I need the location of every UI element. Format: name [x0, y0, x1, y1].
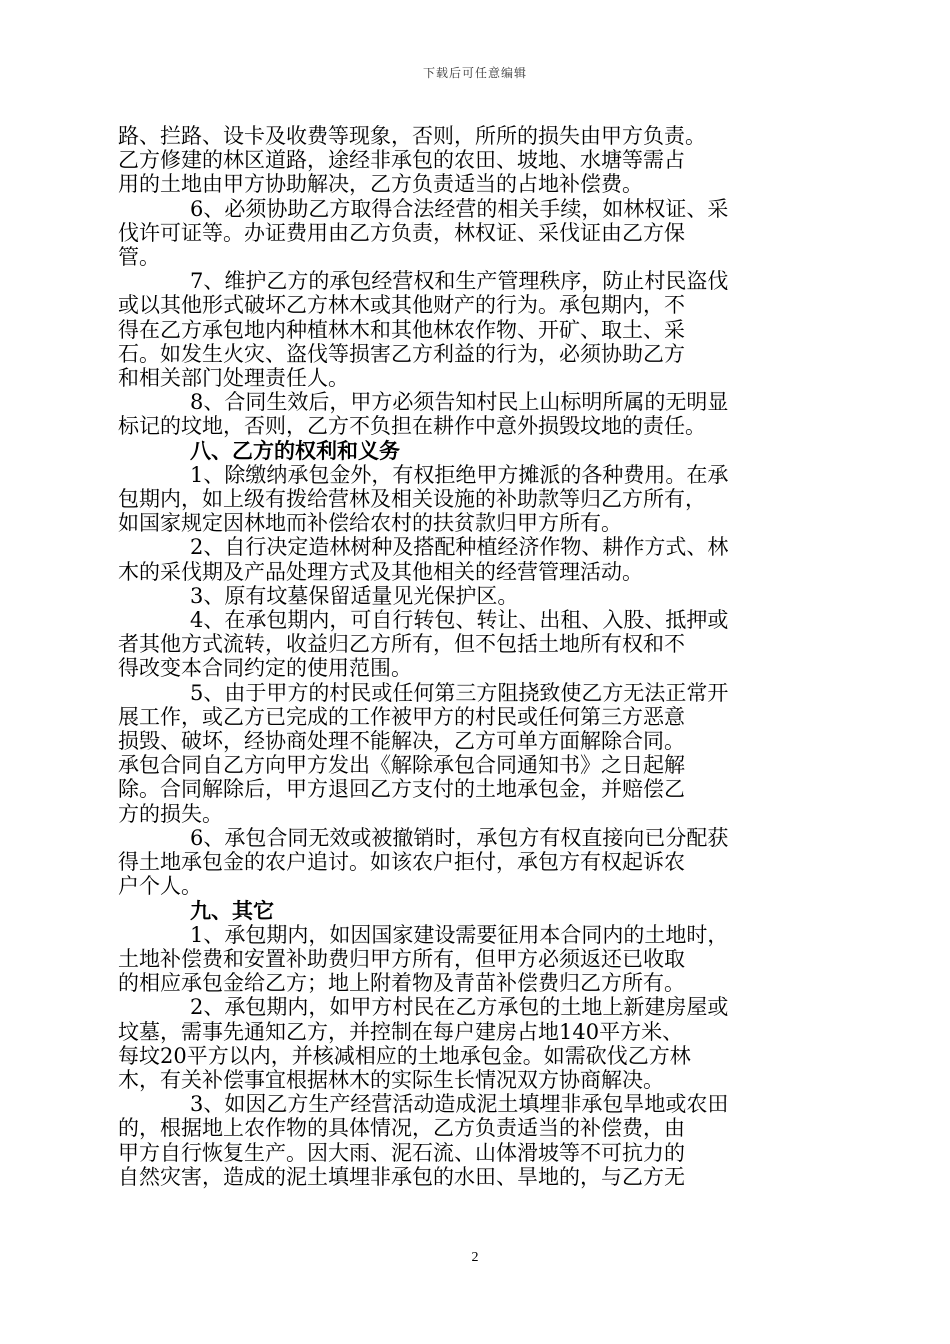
- text-line: 坟墓，需事先通知乙方，并控制在每户建房占地140平方米、: [118, 1019, 684, 1044]
- text-line: 甲方自行恢复生产。因大雨、泥石流、山体滑坡等不可抗力的: [118, 1140, 685, 1165]
- text-line: 包期内，如上级有拨给营林及相关设施的补助款等归乙方所有，: [118, 487, 706, 512]
- text-line: 者其他方式流转，收益归乙方所有，但不包括土地所有权和不: [118, 632, 685, 657]
- text-line: 管。: [118, 245, 160, 270]
- text-line: 伐许可证等。办证费用由乙方负责，林权证、采伐证由乙方保: [118, 220, 685, 245]
- text-line: 木，有关补偿事宜根据林木的实际生长情况双方协商解决。: [118, 1067, 664, 1092]
- paragraph-start: 6、必须协助乙方取得合法经营的相关手续，如林权证、采: [190, 196, 729, 221]
- section-heading: 八、乙方的权利和义务: [190, 438, 400, 463]
- text-line: 的，根据地上农作物的具体情况，乙方负责适当的补偿费，由: [118, 1116, 685, 1141]
- paragraph-start: 2、承包期内，如甲方村民在乙方承包的土地上新建房屋或: [190, 995, 729, 1020]
- text-line: 承包合同自乙方向甲方发出《解除承包合同通知书》之日起解: [118, 753, 685, 778]
- text-line: 得改变本合同约定的使用范围。: [118, 656, 412, 681]
- paragraph-start: 1、除缴纳承包金外，有权拒绝甲方摊派的各种费用。在承: [190, 462, 729, 487]
- section-heading: 九、其它: [190, 898, 274, 923]
- text-line: 展工作，或乙方已完成的工作被甲方的村民或任何第三方恶意: [118, 704, 685, 729]
- document-body: [118, 124, 833, 1189]
- text-line: 石。如发生火灾、盗伐等损害乙方利益的行为，必须协助乙方: [118, 341, 685, 366]
- text-line: 损毁、破坏，经协商处理不能解决，乙方可单方面解除合同。: [118, 729, 685, 754]
- text-line: 得在乙方承包地内种植林木和其他林农作物、开矿、取土、采: [118, 317, 685, 342]
- paragraph-start: 3、如因乙方生产经营活动造成泥土填埋非承包旱地或农田: [190, 1092, 729, 1117]
- paragraph-start: 2、自行决定造林树种及搭配种植经济作物、耕作方式、林: [190, 535, 729, 560]
- text-line: 标记的坟地，否则，乙方不负担在耕作中意外损毁坟地的责任。: [118, 414, 706, 439]
- paragraph-start: 8、合同生效后，甲方必须告知村民上山标明所属的无明显: [190, 390, 729, 415]
- text-line: 每坟20平方以内，并核减相应的土地承包金。如需砍伐乙方林: [118, 1043, 691, 1068]
- text-line: 户个人。: [118, 874, 202, 899]
- paragraph-start: 7、维护乙方的承包经营权和生产管理秩序，防止村民盗伐: [190, 269, 729, 294]
- text-line: 用的土地由甲方协助解决，乙方负责适当的占地补偿费。: [118, 172, 643, 197]
- text-line: 土地补偿费和安置补助费归甲方所有，但甲方必须返还已收取: [118, 946, 685, 971]
- paragraph-start: 4、在承包期内，可自行转包、转让、出租、入股、抵押或: [190, 608, 729, 633]
- paragraph-start: 3、原有坟墓保留适量见光保护区。: [190, 583, 519, 608]
- paragraph-start: 6、承包合同无效或被撤销时，承包方有权直接向已分配获: [190, 825, 729, 850]
- page-number: 2: [471, 1250, 479, 1265]
- text-line: 自然灾害，造成的泥土填埋非承包的水田、旱地的，与乙方无: [118, 1164, 685, 1189]
- paragraph-start: 1、承包期内，如因国家建设需要征用本合同内的土地时，: [190, 922, 729, 947]
- text-line: 得土地承包金的农户追讨。如该农户拒付，承包方有权起诉农: [118, 850, 685, 875]
- text-line: 或以其他形式破坏乙方林木或其他财产的行为。承包期内，不: [118, 293, 685, 318]
- text-line: 如国家规定因林地而补偿给农村的扶贫款归甲方所有。: [118, 511, 622, 536]
- text-line: 乙方修建的林区道路，途经非承包的农田、坡地、水塘等需占: [118, 148, 685, 173]
- text-line: 木的采伐期及产品处理方式及其他相关的经营管理活动。: [118, 559, 643, 584]
- text-line: 和相关部门处理责任人。: [118, 366, 349, 391]
- text-line: 方的损失。: [118, 801, 223, 826]
- text-line: 除。合同解除后，甲方退回乙方支付的土地承包金，并赔偿乙: [118, 777, 685, 802]
- text-line: 路、拦路、设卡及收费等现象，否则，所所的损失由甲方负责。: [118, 124, 706, 148]
- paragraph-start: 5、由于甲方的村民或任何第三方阻挠致使乙方无法正常开: [190, 680, 729, 705]
- page-header: 下载后可任意编辑: [422, 66, 527, 80]
- text-line: 的相应承包金给乙方；地上附着物及青苗补偿费归乙方所有。: [118, 971, 685, 996]
